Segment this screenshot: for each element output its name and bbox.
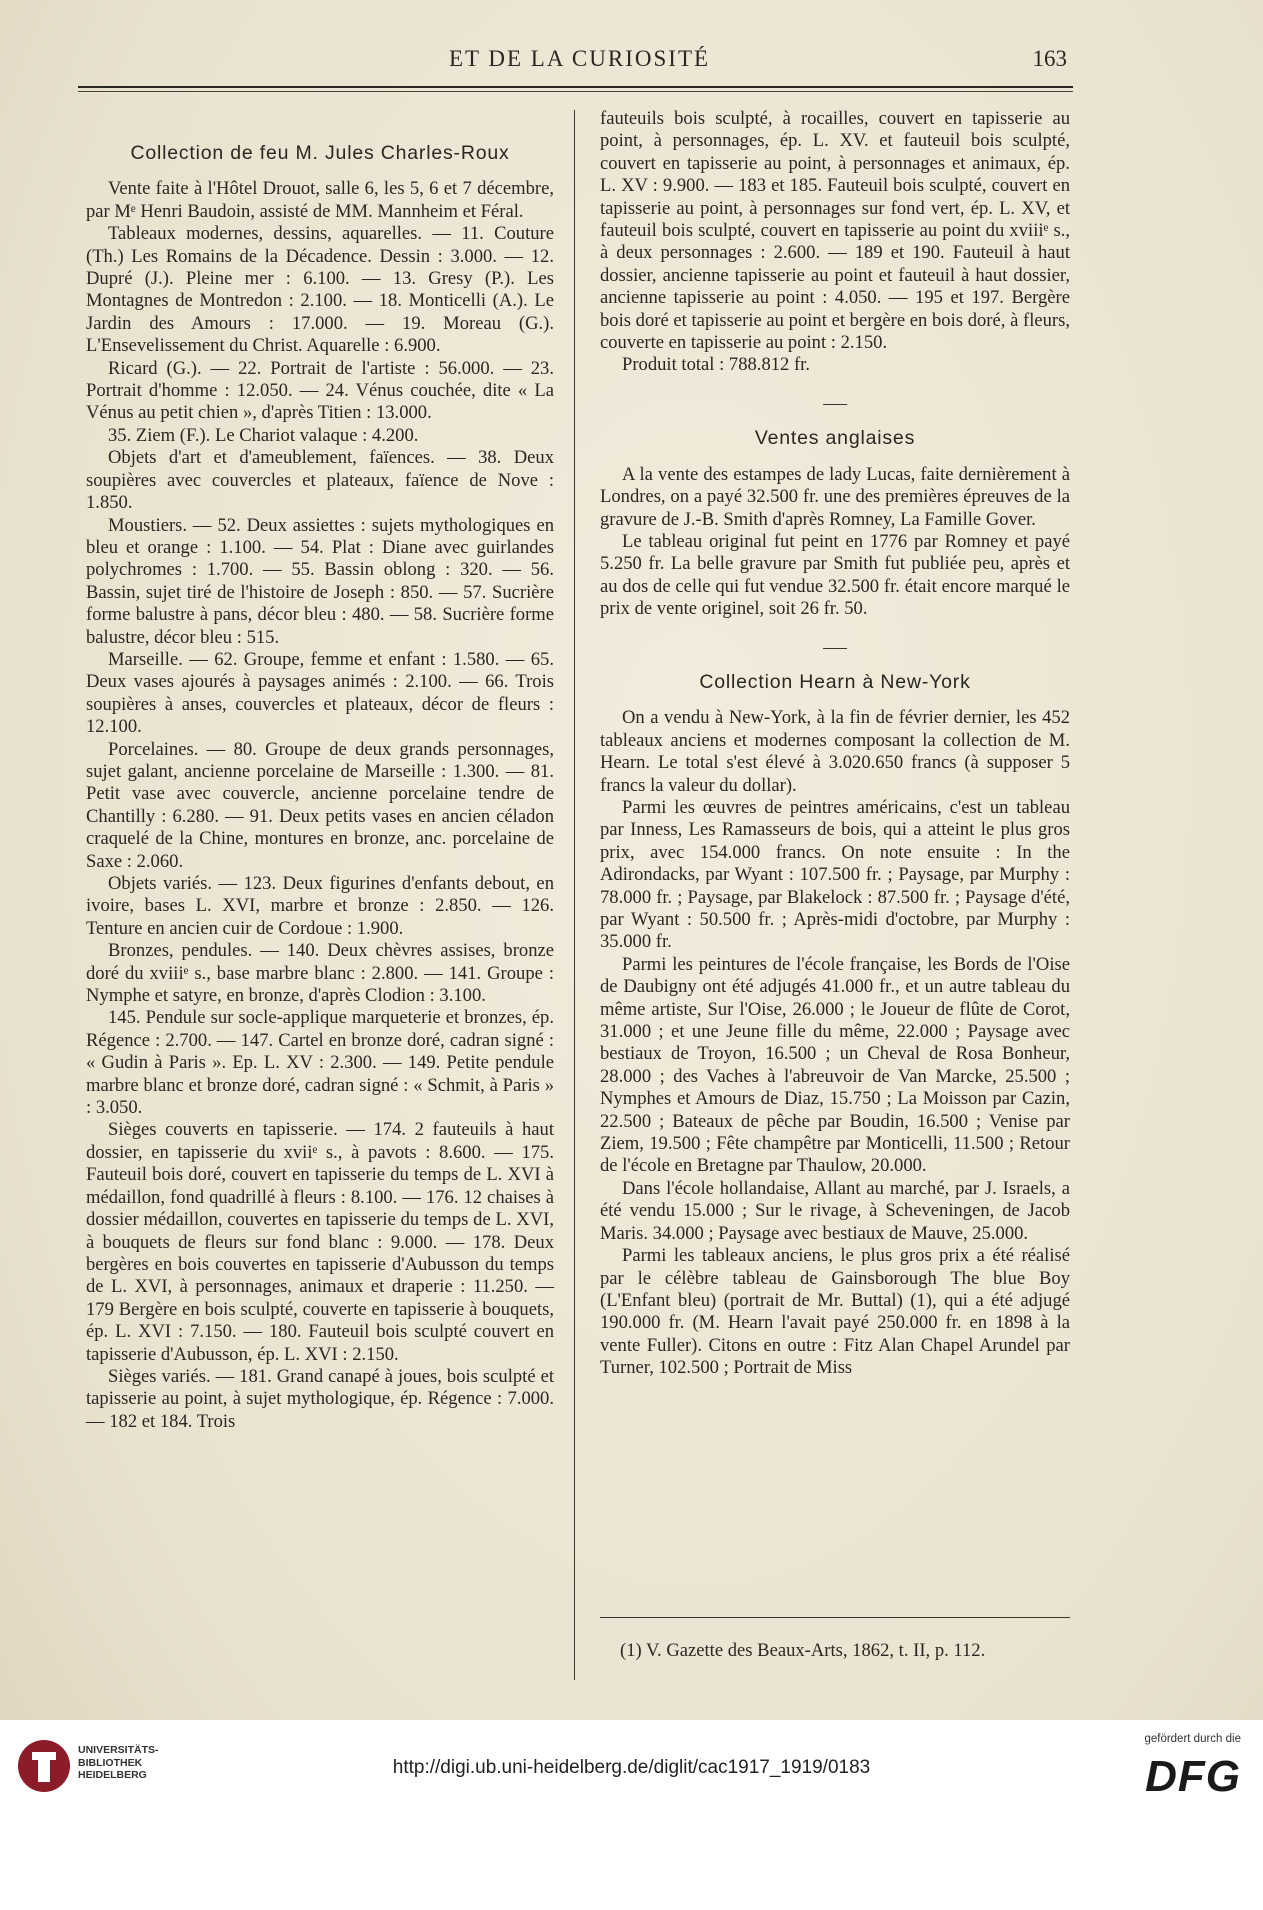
paragraph: Moustiers. — 52. Deux assiettes : sujets mythologiques en bleu et orange : 1.100. — 54. Plat : Diane avec guirlandes polychromes : 1.700. — 55. Bassin oblong : 320. — 56. Bassin, sujet tiré de l'histoire de Joseph : 850. — 57. Sucrière forme balustre à pans, décor bleu : 480. — 58. Sucrière forme balustre, décor bleu : 515. xyxy=(86,514,554,648)
paragraph: Objets d'art et d'ameublement, faïences. — 38. Deux soupières avec couvercles et plateaux, faïence de Nove : 1.850. xyxy=(86,447,554,514)
right-column xyxy=(600,108,1070,1380)
footnote: (1) V. Gazette des Beaux-Arts, 1862, t. II, p. 112. xyxy=(620,1640,986,1661)
paragraph: Vente faite à l'Hôtel Drouot, salle 6, les 5, 6 et 7 décembre, par Mᵉ Henri Baudoin, assisté de MM. Mannheim et Féral. xyxy=(86,178,554,222)
running-title: ET DE LA CURIOSITÉ xyxy=(448,46,711,71)
document-url[interactable]: http://digi.ub.uni-heidelberg.de/diglit/cac1917_1919/0183 xyxy=(392,1757,871,1778)
section-heading-charles-roux: Collection de feu M. Jules Charles-Roux xyxy=(130,142,510,164)
paragraph: Le tableau original fut peint en 1776 par Romney et payé 5.250 fr. La belle gravure par Smith fut publiée peu, après et au dos de celle qui fut vendue 32.500 fr. était encore marqué le prix de vente originel, soit 26 fr. 50. xyxy=(600,530,1070,620)
paragraph: Sièges couverts en tapisserie. — 174. 2 fauteuils à haut dossier, en tapisserie du xviiᵉ s., à pavots : 8.600. — 175. Fauteuil bois doré, couvert en tapisserie du temps de L. XVI à médaillon, fond quadrillé à fleurs : 8.100. — 176. 12 chaises à dossier médaillon, couvertes en tapisserie du temps de L. XVI, à bouquets de fleurs sur fond blanc : 9.000. — 178. Deux bergères en bois couvertes en tapisserie d'Aubusson du temps de L. XVI, à personnages, animaux et draperie : 11.250. — 179 Bergère en bois sculpté, couverte en tapisserie à bouquets, ép. L. XVI : 7.150. — 180. Fauteuil bois sculpté couvert en tapisserie d'Aubusson, ép. L. XVI : 2.150. xyxy=(86,1119,554,1365)
funded-by-label: gefördert durch die xyxy=(1144,1733,1241,1745)
section-heading-hearn: Collection Hearn à New-York xyxy=(699,670,971,693)
separator xyxy=(600,389,1070,411)
paragraph: fauteuils bois sculpté, à rocailles, couvert en tapisserie au point, à personnages, ép. L. XV. et fauteuil bois sculpté, couvert en tapisserie au point, à personnages et animaux, ép. L. XV : 9.900. — 183 et 185. Fauteuil bois sculpté, couvert en tapisserie au point, à personnages sur fond vert, ép. L. XV, et fauteuil bois sculpté, couvert en tapisserie au point du xviiiᵉ s., à deux personnages : 2.600. — 189 et 190. Fauteuil à haut dossier, ancienne tapisserie au point et fauteuil à haut dossier, ancienne tapisserie au point : 4.050. — 195 et 197. Bergère bois doré et tapisserie au point et bergère en bois doré, à fleurs, couverte en tapisserie au point : 2.150. xyxy=(600,108,1070,354)
paragraph: Parmi les tableaux anciens, le plus gros prix a été réalisé par le célèbre tableau de Gainsborough The blue Boy (L'Enfant bleu) (portrait de Mr. Buttal) (1), qui a été adjugé 190.000 fr. (M. Hearn l'avait payé 250.000 fr. en 1898 à la vente Fuller). Citons en outre : Fitz Alan Chapel Arundel par Turner, 102.500 ; Portrait de Miss xyxy=(600,1245,1070,1379)
paragraph: Marseille. — 62. Groupe, femme et enfant : 1.580. — 65. Deux vases ajourés à paysages animés : 2.100. — 66. Trois soupières à anses, couvercles et plateaux, décor de fleurs : 12.100. xyxy=(86,648,554,738)
library-name-text: UNIVERSITÄTS- BIBLIOTHEK HEIDELBERG xyxy=(78,1744,159,1781)
paragraph: Bronzes, pendules. — 140. Deux chèvres assises, bronze doré du xviiiᵉ s., base marbre blanc : 2.800. — 141. Groupe : Nymphe et satyre, en bronze, d'après Clodion : 3.100. xyxy=(86,940,554,1007)
page-header xyxy=(92,46,1067,76)
paragraph: Sièges variés. — 181. Grand canapé à joues, bois sculpté et tapisserie au point, à sujet mythologique, ép. Régence : 7.000. — 182 et 184. Trois xyxy=(86,1365,554,1432)
paragraph: Objets variés. — 123. Deux figurines d'enfants debout, en ivoire, bases L. XVI, marbre et bronze : 2.850. — 126. Tenture en ancien cuir de Cordoue : 1.900. xyxy=(86,873,554,939)
paragraph: 145. Pendule sur socle-applique marqueterie et bronzes, ép. Régence : 2.700. — 147. Cartel en bronze doré, cadran signé : « Gudin à Paris ». Ep. L. XV : 2.300. — 149. Petite pendule marbre blanc et bronze doré, cadran signé : « Schmit, à Paris » : 3.050. xyxy=(86,1007,554,1119)
header-rule xyxy=(78,86,1073,88)
paragraph: On a vendu à New-York, à la fin de février dernier, les 452 tableaux anciens et modernes composant la collection de M. Hearn. Le total s'est élevé à 3.020.650 francs (à supposer 5 francs la valeur du dollar). xyxy=(600,707,1070,796)
paragraph: A la vente des estampes de lady Lucas, faite dernièrement à Londres, on a payé 32.500 fr. une des premières épreuves de la gravure de J.-B. Smith d'après Romney, La Famille Gover. xyxy=(600,463,1070,530)
paragraph: 35. Ziem (F.). Le Chariot valaque : 4.200. xyxy=(108,424,419,446)
footnote-rule xyxy=(600,1617,1070,1618)
viewer-footer xyxy=(0,1720,1263,1910)
column-divider xyxy=(574,110,575,1680)
paragraph: Ricard (G.). — 22. Portrait de l'artiste : 56.000. — 23. Portrait d'homme : 12.050. — 24. Vénus couchée, dite « La Vénus au petit chien », d'après Titien : 13.000. xyxy=(86,357,554,424)
separator xyxy=(600,633,1070,655)
paragraph: Parmi les peintures de l'école française, les Bords de l'Oise de Daubigny ont été adjugés 41.000 fr., et un autre tableau du même artiste, Sur l'Oise, 26.000 ; le Joueur de flûte de Corot, 31.000 ; et une Jeune fille du même, 22.000 ; Paysage avec bestiaux de Troyon, 16.500 ; un Cheval de Rosa Bonheur, 28.000 ; des Vaches à l'abreuvoir de Van Marcke, 25.500 ; Nymphes et Amours de Diaz, 15.750 ; La Moisson par Cazin, 22.500 ; Bateaux de pêche par Boudin, 16.500 ; Venise par Ziem, 19.500 ; Fête champêtre par Monticelli, 11.500 ; Retour de l'école en Bretagne par Thaulow, 20.000. xyxy=(600,953,1070,1177)
section-heading-ventes-anglaises: Ventes anglaises xyxy=(754,427,916,450)
left-column xyxy=(86,108,554,1433)
page-number: 163 xyxy=(1032,46,1067,71)
paragraph: Dans l'école hollandaise, Allant au marché, par J. Israels, a été vendu 15.000 ; Sur le rivage, à Scheveningen, de Jacob Maris. 34.000 ; Paysage avec bestiaux de Mauve, 25.000. xyxy=(600,1177,1070,1244)
paragraph: Parmi les œuvres de peintres américains, c'est un tableau par Inness, Les Ramasseurs de bois, qui a atteint le plus gros prix, avec 154.000 francs. On note ensuite : In the Adirondacks, par Wyant : 107.500 fr. ; Paysage, par Murphy : 78.000 fr. ; Paysage, par Blakelock : 87.500 fr. ; Paysage d'été, par Wyant : 50.500 fr. ; Après-midi d'octobre, par Murphy : 35.000 fr. xyxy=(600,796,1070,953)
dfg-logo[interactable]: DFG xyxy=(1145,1752,1241,1801)
paragraph: Tableaux modernes, dessins, aquarelles. — 11. Couture (Th.) Les Romains de la Décadence. Dessin : 3.000. — 12. Dupré (J.). Pleine mer : 6.100. — 13. Gresy (P.). Les Montagnes de Montredon : 2.100. — 18. Monticelli (A.). Le Jardin des Amours : 17.000. — 19. Moreau (G.). L'Ensevelissement du Christ. Aquarelle : 6.900. xyxy=(86,223,554,357)
header-rule-thin xyxy=(78,91,1073,92)
paragraph: Porcelaines. — 80. Groupe de deux grands personnages, sujet galant, ancienne porcelaine de Marseille : 1.300. — 81. Petit vase avec couvercle, ancienne porcelaine tendre de Chantilly : 6.280. — 91. Deux petits vases en ancien céladon craquelé de la Chine, montures en bronze, anc. porcelaine de Saxe : 2.060. xyxy=(86,738,554,872)
total-line: Produit total : 788.812 fr. xyxy=(622,354,810,376)
